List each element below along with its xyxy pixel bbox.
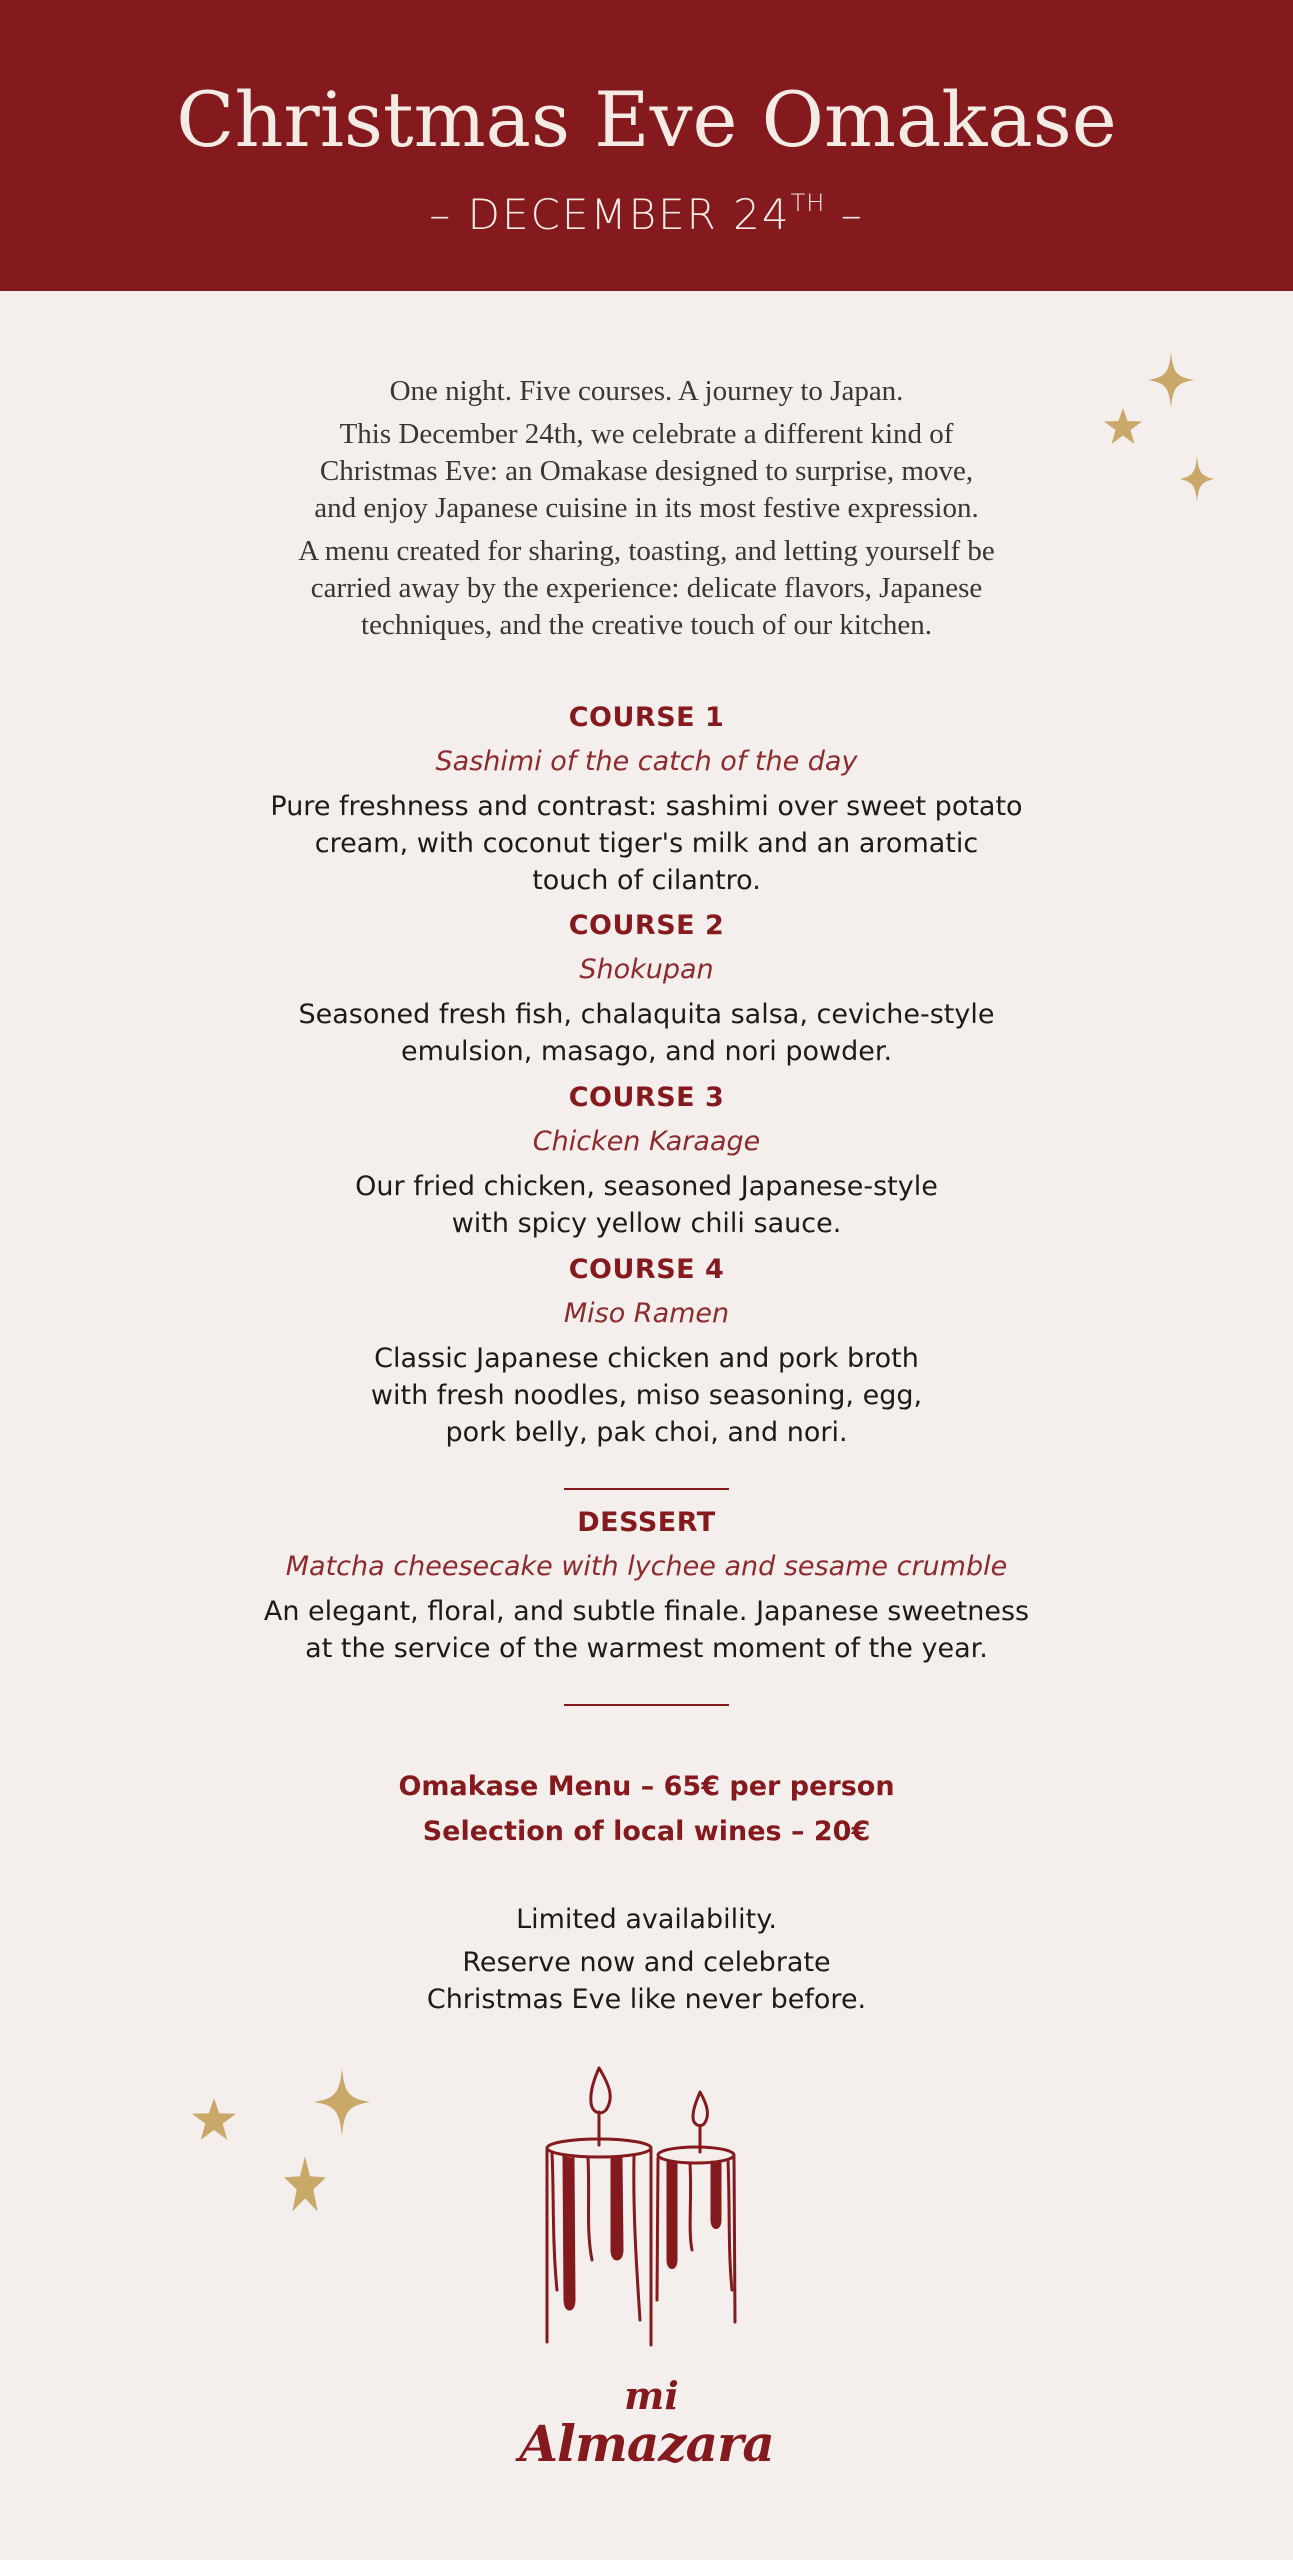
intro-paragraph-2: A menu created for sharing, toasting, and letting yourself be carried away by the experience: delicate flavors, Japanese techniques, and the creative touch of our kitchen. (298, 535, 995, 641)
omakase-price: Omakase Menu – 65€ per person (398, 1771, 895, 1802)
course-1 (0, 700, 1293, 899)
divider (564, 1704, 729, 1706)
course-3 (0, 1080, 1293, 1242)
course-2 (0, 908, 1293, 1070)
candles-illustration (530, 2060, 750, 2350)
course-description: Pure freshness and contrast: sashimi over sweet potato cream, with coconut tiger's milk and an aromatic touch of cilantro. (270, 791, 1023, 896)
course-heading: COURSE 3 (568, 1082, 725, 1113)
course-heading: COURSE 2 (568, 910, 725, 941)
logo-line-1: mi (624, 2373, 679, 2418)
course-dish: Sashimi of the catch of the day (435, 746, 858, 777)
course-dish: Miso Ramen (563, 1298, 730, 1329)
course-description: Classic Japanese chicken and pork broth with fresh noodles, miso seasoning, egg, pork belly, pak choi, and nori. (370, 1343, 923, 1448)
date-suffix: TH (790, 189, 826, 217)
logo-line-2: Almazara (519, 2414, 774, 2473)
page-title: Christmas Eve Omakase (176, 75, 1117, 164)
event-date (0, 170, 1293, 248)
brand-logo (0, 2373, 1293, 2473)
sparkle-star-icon (314, 2068, 370, 2136)
wine-price: Selection of local wines – 20€ (422, 1816, 871, 1847)
divider (564, 1488, 729, 1490)
course-description: Seasoned fresh fish, chalaquita salsa, ceviche-style emulsion, masago, and nori powder. (298, 999, 995, 1067)
date-dash: – (825, 190, 864, 239)
five-point-star-icon (284, 2156, 326, 2212)
dessert-description: An elegant, floral, and subtle finale. Japanese sweetness at the service of the warmest moment of the year. (263, 1596, 1030, 1664)
date-text: – DECEMBER 24 (429, 190, 791, 239)
course-dish: Shokupan (579, 954, 714, 985)
intro-paragraph-1: This December 24th, we celebrate a different kind of Christmas Eve: an Omakase designed to surprise, move, and enjoy Japanese cuisine in its most festive expression. (314, 418, 979, 524)
reservation-cta: Reserve now and celebrate Christmas Eve like never before. (426, 1947, 867, 2015)
closing-section (0, 1901, 1293, 2018)
intro-tagline: One night. Five courses. A journey to Japan. (389, 375, 904, 407)
availability-note: Limited availability. (516, 1904, 777, 1935)
dessert-dish: Matcha cheesecake with lychee and sesame crumble (285, 1551, 1008, 1582)
course-4 (0, 1252, 1293, 1451)
pricing-section (0, 1764, 1293, 1854)
dessert-section (0, 1505, 1293, 1667)
course-heading: COURSE 4 (568, 1254, 725, 1285)
intro-section (0, 373, 1293, 644)
header-banner (0, 0, 1293, 291)
course-dish: Chicken Karaage (532, 1126, 761, 1157)
course-heading: COURSE 1 (568, 702, 725, 733)
dessert-heading: DESSERT (577, 1507, 716, 1538)
course-description: Our fried chicken, seasoned Japanese-style with spicy yellow chili sauce. (355, 1171, 938, 1239)
five-point-star-icon (192, 2098, 236, 2140)
